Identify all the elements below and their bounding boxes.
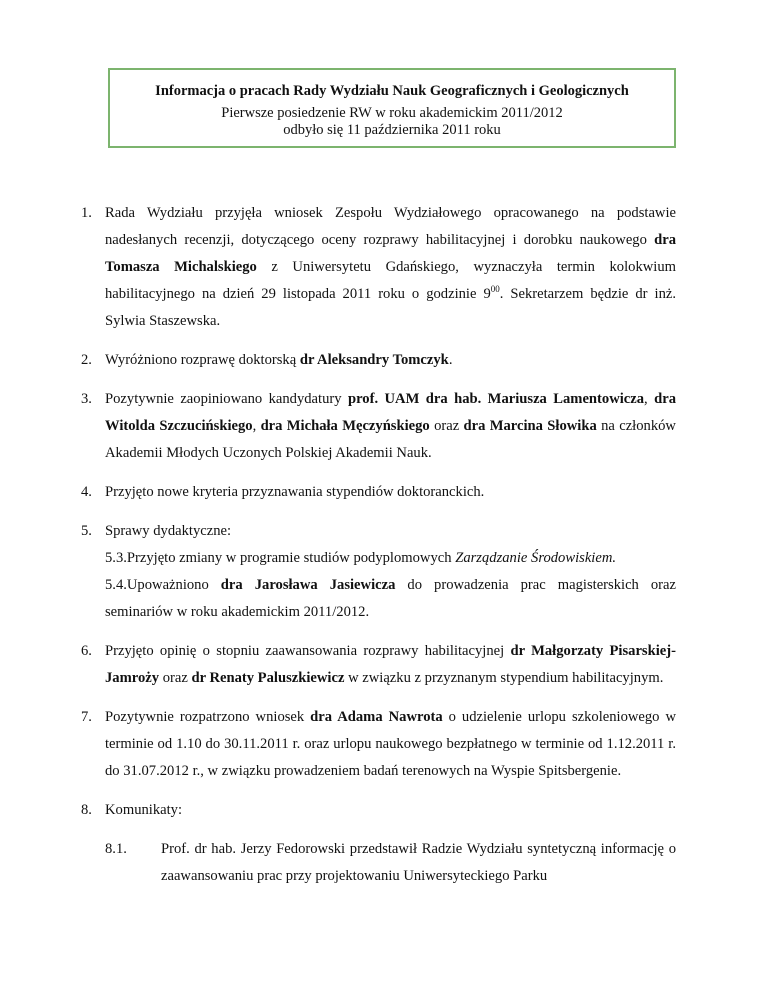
item-number: 4.: [81, 484, 92, 500]
program-name: Zarządzanie Środowiskiem.: [455, 550, 617, 566]
item-number: 2.: [81, 352, 92, 368]
list-item-5: [81, 518, 676, 626]
item-number: 6.: [81, 643, 92, 659]
text: .: [448, 352, 453, 368]
sub-item-8-1: [81, 836, 676, 890]
text: ,: [644, 391, 655, 407]
list-item-7: [81, 704, 676, 785]
list-item-8: [81, 797, 676, 890]
text: na członków Akademii Młodych Uczonych Polskiej Akademii Nauk.: [105, 418, 676, 461]
text: Przyjęto zmiany w programie studiów podyplomowych: [126, 550, 456, 566]
text: Komunikaty:: [105, 802, 183, 818]
item-number: 8.: [81, 802, 92, 818]
person-name: dra Witolda Szczucińskiego: [105, 391, 676, 434]
text: o udzielenie urlopu szkoleniowego w terminie od 1.10 do 30.11.2011 r. oraz urlopu naukowego bezpłatnego w terminie od 1.12.2011 r. do 31.07.2012 r., w związku prowadzeniem badań terenowych na Wyspie Spitsbergenie.: [105, 709, 676, 779]
list-item-3: [81, 386, 676, 467]
sub-number: 5.4.: [105, 577, 127, 593]
text: Pozytywnie zaopiniowano kandydatury: [105, 391, 348, 407]
sub-number: 5.3.: [105, 550, 127, 566]
text: Przyjęto nowe kryteria przyznawania stypendiów doktoranckich.: [105, 484, 485, 500]
person-name: dra Michała Męczyńskiego: [260, 418, 430, 434]
list-item-2: [81, 347, 676, 374]
person-name: dra Adama Nawrota: [310, 709, 443, 725]
text: Rada Wydziału przyjęła wniosek Zespołu Wydziałowego opracowanego na podstawie nadesłanych recenzji, dotyczącego oceny rozprawy habilitacyjnej i dorobku naukowego: [105, 205, 676, 248]
header-line-1: Pierwsze posiedzenie RW w roku akademickim 2011/2012: [221, 105, 563, 121]
list-item-6: [81, 638, 676, 692]
superscript: 00: [490, 284, 500, 295]
item-number: 5.: [81, 523, 92, 539]
person-name: dr Renaty Paluszkiewicz: [191, 670, 345, 686]
sub-item-5-3: [105, 545, 676, 572]
text: Upoważniono: [126, 577, 221, 593]
text: . Sekretarzem będzie dr inż. Sylwia Staszewska.: [105, 286, 677, 329]
text: Wyróżniono rozprawę doktorską: [105, 352, 300, 368]
header-box: [108, 68, 676, 148]
person-name: dra Tomasza Michalskiego: [105, 232, 676, 275]
person-name: dra Jarosława Jasiewicza: [220, 577, 396, 593]
text: do prowadzenia prac magisterskich oraz seminariów w roku akademickim 2011/2012.: [105, 577, 676, 620]
header-line-2: odbyło się 11 października 2011 roku: [283, 122, 501, 138]
text: oraz: [159, 670, 192, 686]
item-number: 3.: [81, 391, 92, 407]
text: oraz: [429, 418, 464, 434]
list-item-1: [81, 200, 676, 335]
text: Przyjęto opinię o stopniu zaawansowania rozprawy habilitacyjnej: [105, 643, 511, 659]
person-name: prof. UAM dra hab. Mariusza Lamentowicza: [347, 391, 645, 407]
item-number: 1.: [81, 205, 92, 221]
text: Sprawy dydaktyczne:: [105, 523, 232, 539]
text: Pozytywnie rozpatrzono wniosek: [105, 709, 311, 725]
sub-number: 8.1.: [105, 841, 127, 857]
sub-item-5-4: [105, 572, 676, 626]
item-number: 7.: [81, 709, 92, 725]
person-name: dr Małgorzaty Pisarskiej-Jamroży: [105, 643, 676, 686]
person-name: dr Aleksandry Tomczyk: [299, 352, 449, 368]
item-list: [81, 200, 676, 902]
text: w związku z przyznanym stypendium habilitacyjnym.: [344, 670, 664, 686]
person-name: dra Marcina Słowika: [463, 418, 597, 434]
text: z Uniwersytetu Gdańskiego, wyznaczyła termin kolokwium habilitacyjnego na dzień 29 listopada 2011 roku o godzinie 9: [105, 259, 676, 302]
list-item-4: [81, 479, 676, 506]
text: Prof. dr hab. Jerzy Fedorowski przedstawił Radzie Wydziału syntetyczną informację o zaawansowaniu prac przy projektowaniu Uniwersyteckiego Parku: [161, 841, 676, 884]
text: ,: [252, 418, 261, 434]
page-title: Informacja o pracach Rady Wydziału Nauk Geograficznych i Geologicznych: [155, 83, 629, 99]
